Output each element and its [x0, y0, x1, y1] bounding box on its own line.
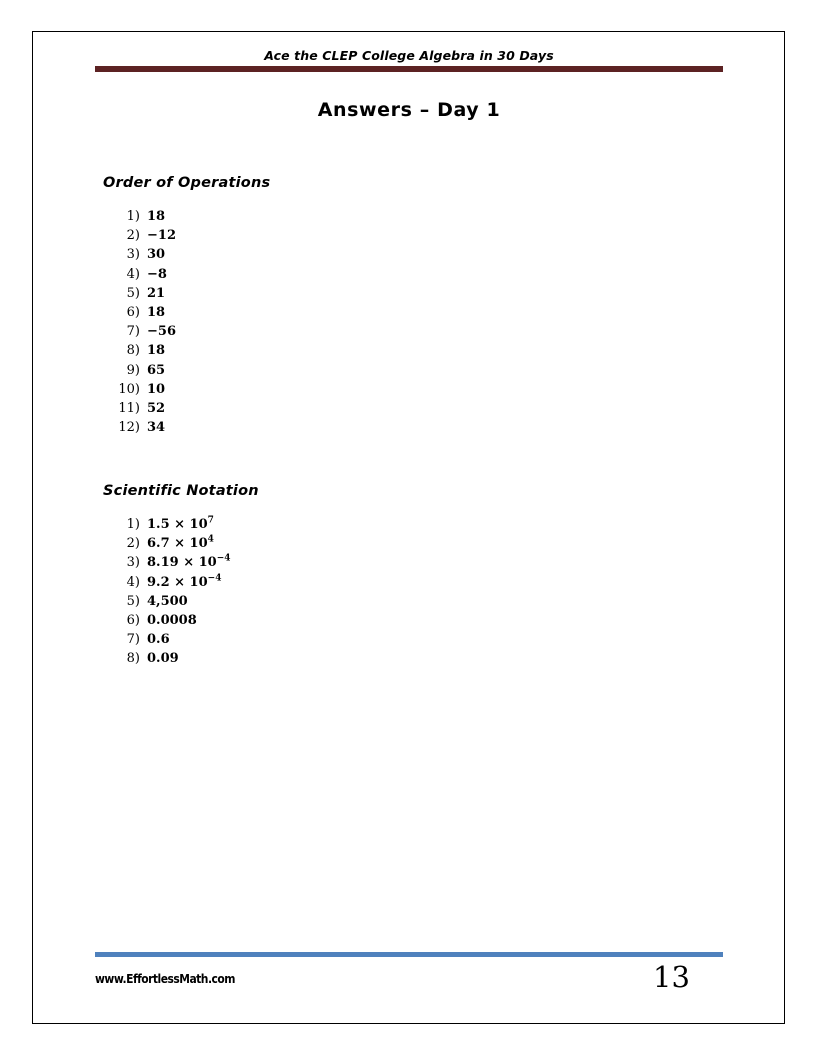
answer-item [110, 247, 176, 266]
answer-item [110, 420, 176, 439]
answer-number: 6) [126, 304, 140, 320]
answer-value: 18 [147, 304, 166, 320]
answer-number: 2) [126, 228, 140, 244]
answer-number: 10) [118, 381, 140, 397]
answer-item [110, 401, 176, 420]
answer-number: 8) [126, 343, 140, 359]
running-header: Ace the CLEP College Algebra in 30 Days [264, 48, 554, 63]
answer-number: 1) [126, 209, 140, 224]
answer-value: $9.2 \times 10^{-4}$ [147, 573, 222, 590]
answer-number: 5) [126, 285, 140, 301]
answer-item [110, 267, 176, 286]
answer-item [110, 343, 176, 362]
answer-value: $1.5 \times 10^7$ [147, 515, 214, 532]
answer-number: 6) [126, 612, 140, 628]
answer-value: 10 [147, 381, 166, 397]
answer-value: 52 [147, 400, 166, 416]
exponent: −4 [207, 573, 222, 584]
answer-value: $6.7 \times 10^4$ [147, 534, 214, 552]
answer-value: 0.6 [147, 632, 170, 648]
answer-item [110, 517, 231, 536]
answer-value: −8 [147, 266, 167, 282]
answer-value: −56 [147, 324, 176, 340]
answer-number: 9) [126, 362, 140, 378]
answer-value: 18 [147, 343, 166, 359]
answer-number: 1) [126, 517, 140, 532]
section-heading: Scientific Notation [103, 483, 259, 499]
answer-number: 4) [126, 266, 140, 282]
page-number: 13 [653, 960, 690, 994]
answer-value: 21 [147, 285, 166, 301]
answer-item [110, 209, 176, 228]
answer-number: 7) [126, 324, 140, 340]
page-title: Answers – Day 1 [317, 99, 501, 121]
answer-item [110, 613, 231, 632]
answer-list [110, 517, 231, 671]
answer-value: 34 [147, 420, 166, 436]
answer-item [110, 594, 231, 613]
answer-item [110, 324, 176, 343]
answer-number: 11) [118, 400, 140, 416]
answer-number: 3) [126, 555, 140, 571]
answer-item [110, 651, 231, 670]
answer-item [110, 536, 231, 555]
answer-item [110, 228, 176, 247]
answer-list [110, 209, 176, 439]
answer-item [110, 305, 176, 324]
answer-item [110, 382, 176, 401]
exponent: 7 [207, 515, 214, 526]
answer-number: 2) [126, 536, 140, 552]
answer-value: 65 [147, 362, 166, 378]
answer-number: 8) [126, 651, 140, 667]
answer-number: 12) [118, 420, 140, 436]
answer-value: 0.0008 [147, 612, 197, 628]
answer-value: 30 [147, 247, 166, 263]
footer-url[interactable]: www.EffortlessMath.com [95, 971, 235, 986]
answer-item [110, 632, 231, 651]
answer-item [110, 286, 176, 305]
answer-item [110, 363, 176, 382]
exponent: −4 [216, 554, 231, 565]
footer-rule [95, 952, 723, 957]
exponent: 4 [207, 534, 214, 545]
section-heading: Order of Operations [103, 175, 271, 191]
answer-value: 4,500 [147, 593, 188, 609]
answer-number: 7) [126, 632, 140, 648]
answer-number: 3) [126, 247, 140, 263]
answer-item [110, 575, 231, 594]
answer-value: 18 [147, 209, 166, 224]
answer-value: −12 [147, 228, 176, 244]
answer-number: 4) [126, 574, 140, 590]
answer-item [110, 555, 231, 574]
answer-number: 5) [126, 593, 140, 609]
answer-value: 0.09 [147, 651, 179, 667]
answer-value: $8.19 \times 10^{-4}$ [147, 554, 231, 571]
header-rule [95, 66, 723, 72]
